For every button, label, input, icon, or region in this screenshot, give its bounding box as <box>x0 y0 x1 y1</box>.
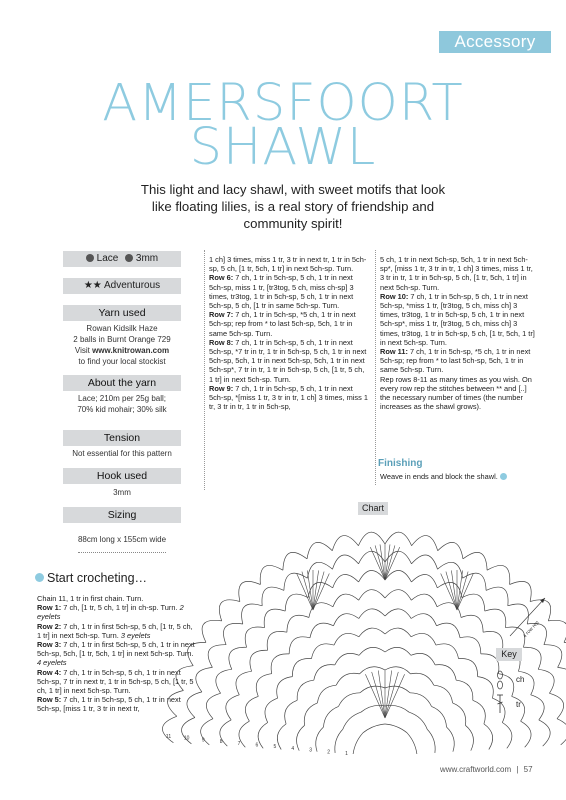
chart-label: Chart <box>358 502 388 515</box>
chain-arc <box>478 677 494 699</box>
chain-arc <box>484 724 493 750</box>
chain-arc <box>510 581 532 601</box>
col2-para <box>209 255 369 273</box>
chain-arc <box>284 573 308 590</box>
row-text: 1 ch] 3 times, miss 1 tr, 3 tr in next tr, 1 tr in 5ch-sp, 5 ch, [1 tr, 5ch, 1 tr] in next 5ch-sp. Turn. <box>209 255 367 274</box>
row-label: Row 11: <box>380 347 408 357</box>
chain-arc <box>339 693 361 707</box>
chain-arc <box>277 677 293 699</box>
chain-arc <box>385 590 411 601</box>
chain-arc <box>461 615 483 632</box>
chain-arc <box>558 667 566 692</box>
row-text: 7 ch, 1 tr in 5ch-sp, 5 ch, 1 tr in next 5ch-sp, *7 tr in tr, 1 tr in 5ch-sp, 5 ch, 1 tr in next 5ch-sp, 5ch, 1 tr in next 5ch-sp, 5ch, 1 tr in next 5ch-sp*, 7 tr in tr, 1 tr in 5ch-sp, 5 ch, [1 tr, 5 ch, 1 tr] in next 5ch-sp. Turn. <box>209 337 367 384</box>
chain-arc <box>292 658 311 676</box>
chain-arc <box>208 645 226 668</box>
title-line-1: AMERSFOORT <box>102 74 464 133</box>
row-10 <box>380 292 538 347</box>
lead-paragraph: This light and lacy shawl, with sweet motifs that look like floating lilies, is a real story of friendship and community spirit! <box>140 182 446 231</box>
chain-arc <box>486 587 508 606</box>
chain-arc <box>219 600 240 621</box>
chain-arc <box>411 673 434 685</box>
chain-arc <box>385 724 407 733</box>
chain-arc <box>409 712 427 729</box>
chain-arc <box>262 587 284 606</box>
treble-stitch <box>313 572 324 610</box>
repeat-label: 4 row rep <box>522 619 541 640</box>
column-divider <box>375 250 376 485</box>
chain-arc <box>463 573 487 590</box>
chain-arc <box>239 581 261 601</box>
row-label: Row 10: <box>380 291 409 301</box>
chain-arc <box>267 631 287 650</box>
chain-arc <box>206 693 220 718</box>
chain-arc <box>297 680 314 700</box>
chain-arc <box>460 637 481 654</box>
row-number: 6 <box>255 742 259 749</box>
chain-arc <box>359 570 385 582</box>
row-number: 9 <box>201 737 205 744</box>
meta-weight-hook <box>63 251 181 267</box>
row-text: 7 ch, 1 tr in 5ch-sp, 5 ch, 1 tr in next 5ch-sp, 7 tr in next tr, 1 tr in 5ch-sp, 5 ch, [1 tr, 5 ch, 1 tr] in next 5ch-sp. Turn. <box>37 667 194 696</box>
row-number: 7 <box>237 740 241 747</box>
chain-arc <box>250 650 268 671</box>
about-yarn-body <box>63 393 181 415</box>
chain-arc <box>353 733 363 754</box>
page-number: 57 <box>523 765 533 774</box>
row-note: 2 eyelets <box>37 603 184 622</box>
row-label: Row 9: <box>209 383 234 393</box>
row-text: 7 ch, 1 tr in 5ch-sp, 5 ch, 1 tr in next 5ch-sp, *[miss 1 tr, 3 tr in tr, 1 ch] 3 times, miss 1 tr, 3 tr in tr, 1 tr in 5ch-sp, <box>209 383 368 412</box>
chain-arc <box>473 700 486 724</box>
chain-arc <box>462 594 485 611</box>
col3-para <box>380 255 538 292</box>
chain-arc <box>336 673 359 685</box>
row-9 <box>209 384 369 412</box>
hook-icon <box>125 254 133 262</box>
row-text: 7 ch, 1 tr in 5ch-sp, 5 ch, 1 tr in next 5ch-sp, miss 1 tr, [tr3tog, 5 ch, miss ch-sp] 3 times, tr3tog, 1 tr in 5ch-sp, 5 ch, 1 tr in next 5ch-sp, 5 ch, [1 tr in same 5ch-sp. Turn. <box>209 273 354 311</box>
yarn-visit <box>63 345 181 356</box>
section-tag: Accessory <box>439 31 551 53</box>
chain-arc <box>363 724 385 733</box>
chain-arc <box>502 723 512 749</box>
chain-arc <box>226 695 239 720</box>
row-number: 10 <box>183 735 190 742</box>
chain-arc <box>307 562 332 578</box>
chain-arc <box>385 647 411 655</box>
sizing-text: 88cm long x 155cm wide <box>77 535 167 544</box>
treble-stitch <box>385 672 398 718</box>
chain-arc <box>316 727 324 752</box>
chain-arc <box>264 609 285 628</box>
row-label: Row 1: <box>37 603 62 613</box>
meta-level <box>63 278 181 294</box>
chain-arc <box>521 721 531 747</box>
row-11 <box>380 347 538 375</box>
row-number: 5 <box>273 744 277 751</box>
finishing-heading: Finishing <box>378 458 423 469</box>
row-text: 5 ch, 1 tr in next 5ch-sp, 5ch, 1 tr in next 5ch-sp*, [miss 1 tr, 3 tr in tr, 1 ch] 3 times, miss 1 tr, 3 tr in tr, 1 tr in 5ch-sp, 5 ch, [1 tr, 5ch, 1 tr] in next 5ch-sp. Turn. <box>380 255 533 292</box>
repeat-note <box>380 375 538 412</box>
pattern-column-2 <box>209 255 369 411</box>
chain-arc <box>434 685 453 703</box>
chain-arc <box>463 552 487 570</box>
chain-arc <box>271 654 289 674</box>
hook-size-text: 3mm <box>135 253 159 264</box>
column-divider <box>204 250 205 490</box>
chain-arc <box>256 674 271 697</box>
chain-arc <box>407 733 417 754</box>
chain-arc <box>485 609 506 628</box>
chain-arc <box>459 658 478 676</box>
chain-arc <box>332 536 358 551</box>
chain-arc <box>260 565 283 584</box>
chain-arc <box>411 653 435 665</box>
chain-arc <box>242 604 263 624</box>
finishing-text <box>380 472 538 481</box>
row-2 <box>37 622 195 640</box>
chain-arc <box>245 627 264 647</box>
row-number: 4 <box>291 745 295 752</box>
row-label: Row 4: <box>37 667 62 677</box>
chain-arc <box>447 727 455 752</box>
chain-arc <box>359 609 385 619</box>
chain-arc <box>334 633 359 645</box>
row-label: Row 8: <box>209 337 234 347</box>
chain-arc <box>358 532 385 546</box>
start-intro: Chain 11, 1 tr in first chain. Turn. <box>37 594 144 603</box>
treble-stitch <box>446 572 457 610</box>
chain-arc <box>265 698 278 722</box>
chain-arc <box>487 565 510 584</box>
chain-arc <box>411 614 436 626</box>
chain-arc <box>453 703 466 725</box>
visit-text: Visit <box>74 346 93 355</box>
yarn-name: Rowan Kidsilk Haze <box>86 324 158 333</box>
row-3 <box>37 640 195 668</box>
chain-arc <box>239 721 249 747</box>
level-text: Adventurous <box>104 280 161 291</box>
chain-arc <box>456 680 473 700</box>
row-text: 7 ch, [1 tr, 5 ch, 1 tr] in ch-sp. Turn. <box>63 603 178 613</box>
chain-arc <box>385 609 411 619</box>
chain-arc <box>548 620 566 642</box>
chain-arc <box>289 637 310 654</box>
row-text: 7 ch, 1 tr in first 5ch-sp, 5 ch, [1 tr, 5 ch, 1 tr] in next 5ch-sp. Turn. <box>37 621 193 640</box>
key-legend <box>494 665 544 720</box>
chain-arc <box>202 620 222 642</box>
chain-arc <box>223 623 242 644</box>
about-yarn-line-2: 70% kid mohair; 30% silk <box>77 405 167 414</box>
chain-arc <box>544 645 562 668</box>
row-6 <box>209 273 369 310</box>
sidebar-divider <box>78 552 166 553</box>
chain-arc <box>557 719 566 745</box>
chain-arc <box>333 574 359 587</box>
row-label: Row 5: <box>37 695 62 705</box>
yarn-url[interactable]: www.knitrowan.com <box>92 346 170 355</box>
yarn-ball-icon <box>35 573 44 582</box>
hook-used-heading: Hook used <box>63 468 181 484</box>
row-7 <box>209 310 369 338</box>
key-tr: tr <box>516 700 521 709</box>
tension-heading: Tension <box>63 430 181 446</box>
chain-arc <box>307 542 332 559</box>
chain-arc <box>333 594 359 607</box>
yarn-used-heading: Yarn used <box>63 305 181 321</box>
chain-arc <box>427 729 435 753</box>
chain-arc <box>310 623 334 638</box>
star-icon: ★★ <box>83 280 102 291</box>
row-text: 7 ch, 1 tr in first 5ch-sp, 5 ch, 1 tr in next 5ch-sp, 5ch, [1 tr, 5ch, 1 tr] in next 5ch-sp. Turn. <box>37 640 195 659</box>
weight-text: Lace <box>96 253 119 264</box>
chain-arc <box>236 671 252 695</box>
treble-stitch <box>372 672 385 718</box>
row-label: Row 6: <box>209 273 234 283</box>
row-label: Row 2: <box>37 621 62 631</box>
start-heading <box>35 571 147 585</box>
about-yarn-heading: About the yarn <box>63 375 181 391</box>
chain-arc <box>343 712 361 729</box>
footer <box>440 765 533 774</box>
chain-arc <box>539 720 550 746</box>
finishing-body: Weave in ends and block the shawl. <box>380 472 498 481</box>
chain-arc <box>229 647 247 669</box>
key-label: Key <box>496 648 522 661</box>
row-number: 3 <box>309 747 313 754</box>
chain-arc <box>335 729 343 753</box>
chain-arc <box>465 725 473 750</box>
row-text: Rep rows 8-11 as many times as you wish. On every row rep the stitches between ** and [..] the necessary number of times (the number increases as the shawl grows). <box>380 374 532 412</box>
chain-arc <box>359 647 385 655</box>
chain-arc <box>411 594 437 607</box>
pattern-column-3 <box>380 255 538 411</box>
chain-arc <box>549 693 563 718</box>
footer-sep: | <box>516 765 519 774</box>
chain-arc <box>333 555 359 569</box>
chain-arc <box>324 706 339 727</box>
chain-arc <box>412 536 438 551</box>
chain-arc <box>287 615 309 632</box>
row-note: 3 eyelets <box>120 630 151 640</box>
chain-arc <box>255 723 268 749</box>
key-ch: ch <box>516 675 525 684</box>
hook-used-text: 3mm <box>113 488 131 497</box>
row-label: Row 7: <box>209 310 234 320</box>
chain-arc <box>312 644 335 659</box>
yarn-used-body <box>63 323 181 367</box>
chain-arc <box>359 590 385 601</box>
row-number: 1 <box>345 751 348 757</box>
chain-arc <box>196 667 213 692</box>
chain-arc <box>314 665 335 681</box>
chain-arc <box>359 628 385 637</box>
row-text: 7 ch, 1 tr in 5ch-sp, 5 ch, 1 tr in next 5ch-sp, *miss 1 tr, [tr3tog, 5 ch, miss ch] 3 times, tr3tog, 1 tr in 5ch-sp, 5 ch, 1 tr in next 5ch-sp*, miss 1 tr, [tr3tog, 5 ch, miss ch] 3 times, tr3tog, 1 tr in 5ch-sp, 5 ch, [1 tr, 5ch, 1 tr] in next 5ch-sp. Turn. <box>380 291 535 347</box>
yarn-colour: 2 balls in Burnt Orange 729 <box>73 335 171 344</box>
chain-arc <box>432 706 447 727</box>
chain-arc <box>410 693 432 707</box>
tension-text: Not essential for this pattern <box>72 449 172 458</box>
footer-site[interactable]: www.craftworld.com <box>440 765 512 774</box>
yarn-ball-icon <box>86 254 94 262</box>
row-number: 11 <box>165 734 172 740</box>
chain-arc <box>385 570 411 582</box>
chain-arc <box>385 532 412 546</box>
title-line-2: SHAWL <box>189 118 377 177</box>
start-heading-text: Start crocheting… <box>47 571 148 585</box>
chain-arc <box>283 552 307 570</box>
row-note: 4 eyelets <box>37 658 67 668</box>
chain-arc <box>411 574 437 587</box>
yarn-ball-icon <box>500 473 507 480</box>
row-text: 7 ch, 1 tr in 5ch-sp, *5 ch, 1 tr in next 5ch-sp; rep from * to last 5ch-sp, 5ch, 1 tr in same 5ch-sp. Turn. <box>380 347 531 375</box>
chain-arc <box>508 604 529 624</box>
chain-arc <box>297 725 305 750</box>
row-4 <box>37 668 195 696</box>
chain-arc <box>437 623 461 638</box>
chain-arc <box>435 665 456 681</box>
chain-arc <box>285 700 298 724</box>
row-label: Row 3: <box>37 640 62 650</box>
chain-symbol-icon <box>498 681 503 689</box>
chain-arc <box>436 644 459 659</box>
crochet-chart <box>165 518 565 763</box>
row-text: 7 ch, 1 tr in 5ch-sp, 5 ch, 1 tr in next 5ch-sp, [miss 1 tr, 3 tr in next tr, <box>37 695 181 714</box>
sizing-heading: Sizing <box>63 507 181 523</box>
row-8 <box>209 338 369 384</box>
row-1 <box>37 603 195 621</box>
chain-arc <box>412 555 438 569</box>
chain-arc <box>438 562 463 578</box>
chain-arc <box>277 724 286 750</box>
chain-arc <box>335 653 359 665</box>
chain-arc <box>411 633 436 645</box>
chain-arc <box>285 594 308 611</box>
yarn-stockist: to find your local stockist <box>78 357 166 366</box>
chain-arc <box>304 703 317 725</box>
row-number: 8 <box>219 739 223 746</box>
chain-symbol-icon <box>498 671 503 679</box>
chain-arc <box>317 685 336 703</box>
about-yarn-line-1: Lace; 210m per 25g ball; <box>77 394 167 403</box>
chain-arc <box>438 542 463 559</box>
chain-arc <box>334 614 359 626</box>
chain-arc <box>216 669 232 693</box>
chain-arc <box>385 628 411 637</box>
row-text: 7 ch, 1 tr in 5ch-sp, *5 ch, 1 tr in next 5ch-sp; rep from * to last 5ch-sp, 5ch, 1 tr in same 5ch-sp. Turn. <box>209 310 356 338</box>
row-number: 2 <box>327 749 330 756</box>
chain-arc <box>245 696 258 721</box>
